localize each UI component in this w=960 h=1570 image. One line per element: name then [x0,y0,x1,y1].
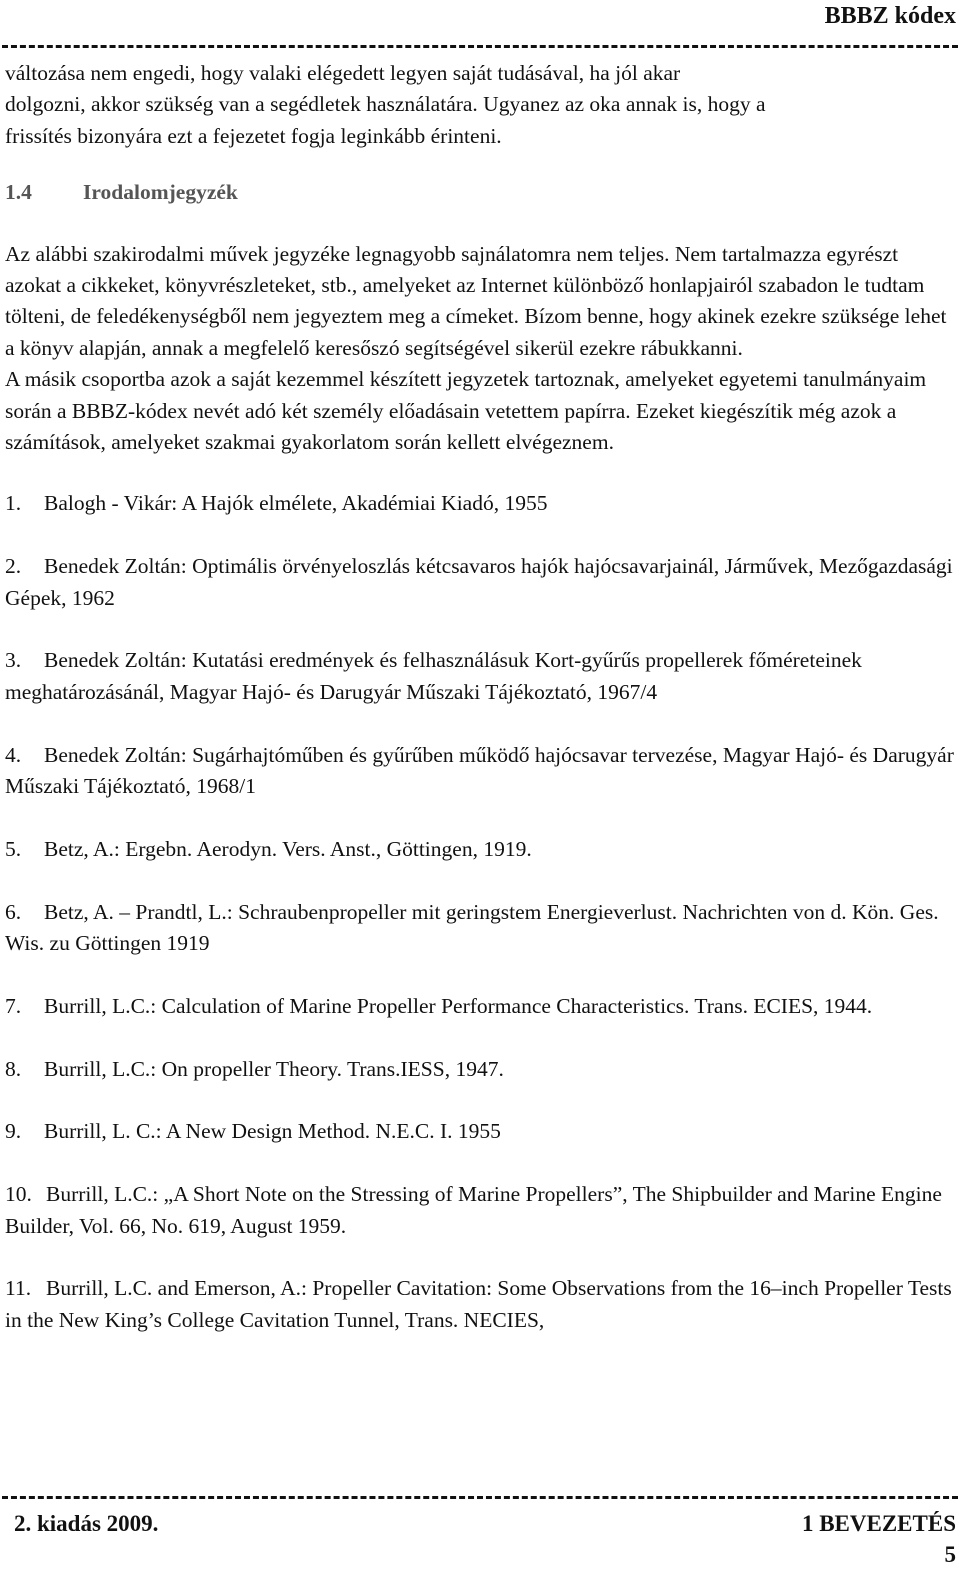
intro-line: dolgozni, akkor szükség van a segédletek használatára. Ugyanez az oka annak is, hogy a [5,92,766,117]
reference-item [5,645,955,708]
reference-item [5,1054,955,1085]
paragraph-2: A másik csoportba azok a saját kezemmel készített jegyzetek tartoznak, amelyeket egyetemi tanulmányaim során a BBBZ-kódex nevét adó két személy előadásain vetettem papírra. Ezeket kiegészítik még azok a számítások, amelyeket szakmai gyakorlatom során kellett elvégeznem. [5,367,927,455]
intro-line: frissítés bizonyára ezt a fejezetet fogja leginkább érinteni. [5,123,502,148]
reference-text: Burrill, L.C.: On propeller Theory. Trans.IESS, 1947. [44,1056,504,1081]
reference-item [5,488,955,519]
intro-line: változása nem engedi, hogy valaki elégedett legyen saját tudásával, ha jól akar [5,61,681,85]
reference-text: Betz, A. – Prandtl, L.: Schraubenpropeller mit geringstem Energieverlust. Nachrichten von d. Kön. Ges. Wis. zu Göttingen 1919 [5,899,939,956]
reference-list [5,488,955,1336]
reference-item [5,1179,955,1242]
reference-number: 5. [5,836,22,861]
page-content [5,58,955,1368]
intro-paragraph [5,58,955,152]
footer-edition: 2. kiadás 2009. [14,1511,159,1536]
reference-item [5,740,955,803]
paragraph-1: Az alábbi szakirodalmi művek jegyzéke legnagyobb sajnálatomra nem teljes. Nem tartalmazza egyrészt azokat a cikkeket, könyvrészleteket, stb., amelyeket az Internet különböző honlapjairól szabadon le tudtam tölteni, de feledékenységből nem jegyeztem meg a címeket. Bízom benne, hogy akinek ezekre szüksége lehet a könyv alapján, annak a megfelelő keresőszó segítségével sikerül ezekre rábukkanni. [5,241,947,360]
reference-text: Burrill, L.C.: Calculation of Marine Propeller Performance Characteristics. Trans. ECIES, 1944. [44,993,873,1018]
section-title: Irodalomjegyzék [83,180,238,205]
reference-item [5,991,955,1022]
reference-number: 3. [5,648,22,673]
header-divider [2,45,958,48]
reference-item [5,897,955,960]
reference-number: 11. [5,1276,32,1301]
reference-number: 6. [5,899,22,924]
footer-divider [2,1496,958,1499]
reference-item [5,1116,955,1147]
reference-text: Betz, A.: Ergebn. Aerodyn. Vers. Anst., Göttingen, 1919. [44,836,532,861]
reference-text: Benedek Zoltán: Kutatási eredmények és felhasználásuk Kort-gyűrűs propellerek főméreteinek meghatározásánál, Magyar Hajó- és Darugyár Műszaki Tájékoztató, 1967/4 [5,648,862,704]
reference-item [5,1273,955,1336]
reference-text: Balogh - Vikár: A Hajók elmélete, Akadémiai Kiadó, 1955 [44,491,548,516]
header-title: BBBZ kódex [824,3,956,29]
section-heading [5,177,955,208]
reference-text: Benedek Zoltán: Sugárhajtóműben és gyűrűben működő hajócsavar tervezése, Magyar Hajó- és Darugyár Műszaki Tájékoztató, 1968/1 [5,742,954,799]
reference-text: Burrill, L.C.: „A Short Note on the Stressing of Marine Propellers”, The Shipbuilder and Marine Engine Builder, Vol. 66, No. 619, August 1959. [5,1182,942,1238]
reference-number: 1. [5,491,22,516]
reference-text: Benedek Zoltán: Optimális örvényeloszlás kétcsavaros hajók hajócsavarjainál, Járművek, Mezőgazdasági Gépek, 1962 [5,554,953,610]
reference-number: 7. [5,993,22,1018]
reference-number: 2. [5,554,22,579]
reference-text: Burrill, L.C. and Emerson, A.: Propeller Cavitation: Some Observations from the 16–inch Propeller Tests in the New King’s College Cavitation Tunnel, Trans. NECIES, [5,1276,952,1332]
reference-number: 4. [5,742,22,767]
reference-number: 8. [5,1056,22,1081]
reference-item [5,551,955,614]
section-number: 1.4 [5,180,32,205]
page-number: 5 [944,1542,956,1567]
reference-number: 9. [5,1119,22,1144]
reference-text: Burrill, L. C.: A New Design Method. N.E.C. I. 1955 [44,1119,501,1144]
reference-number: 10. [5,1182,32,1207]
footer-chapter: 1 BEVEZETÉS [801,1511,956,1536]
reference-item [5,834,955,865]
